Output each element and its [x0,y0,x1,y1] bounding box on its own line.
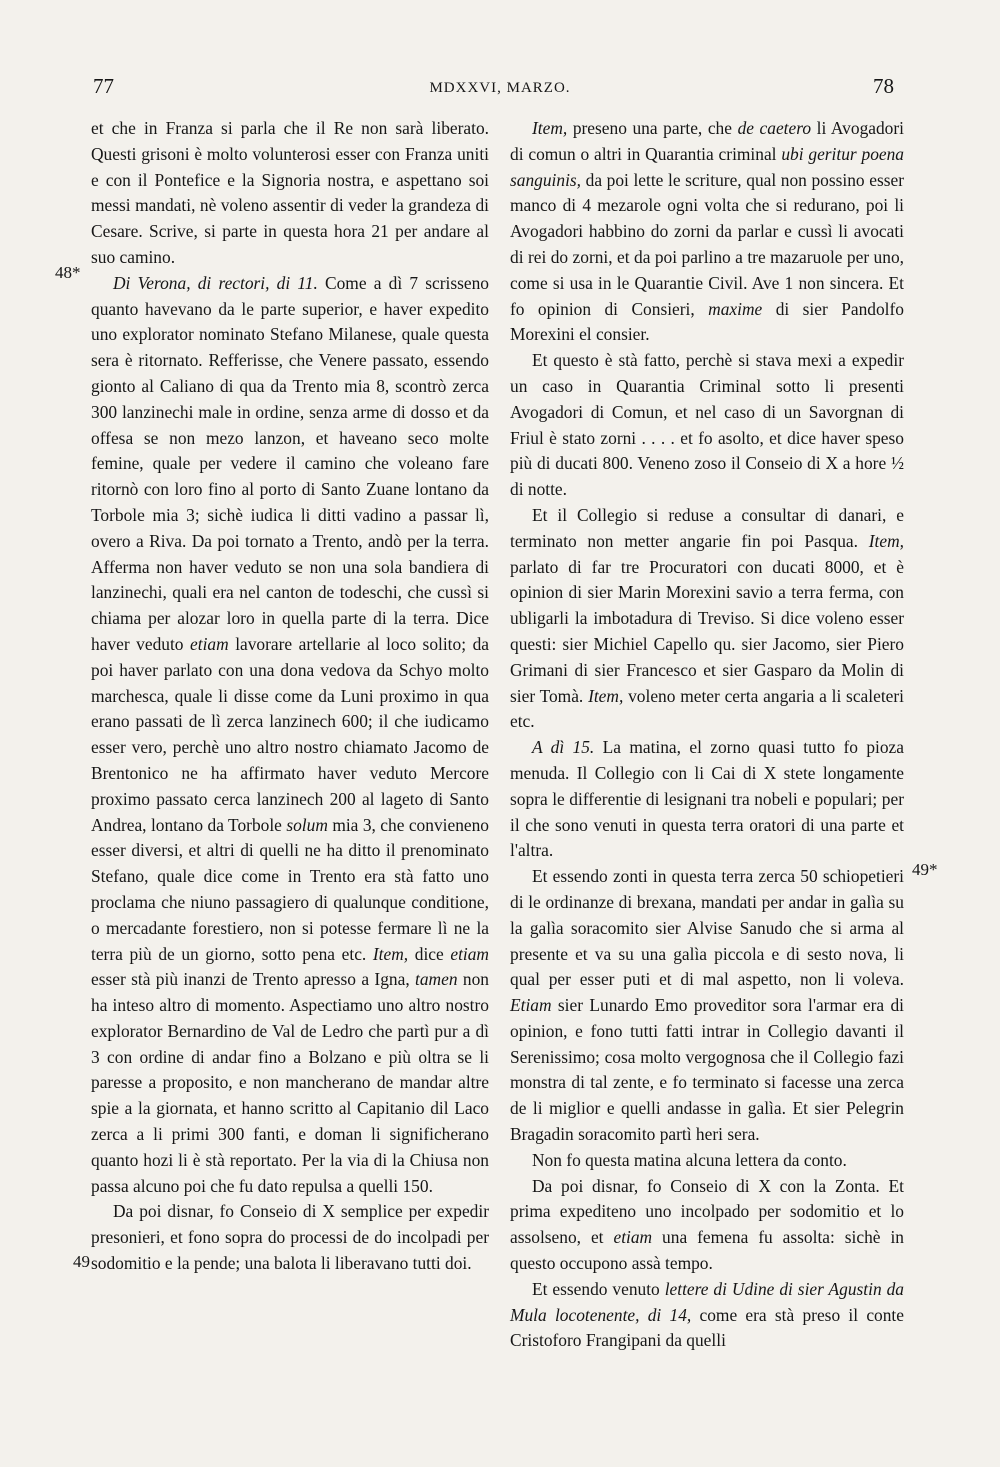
left-text-column [91,116,489,1277]
margin-note-49: 49 [73,1252,90,1271]
paragraph: Item, preseno una parte, che de caetero li Avogadori di comun o altri in Quarantia criminal ubi geritur poena sanguinis, da poi lette le scriture, qual non possino esser manco di 4 mezarole ogni volta che si redurano, poi li Avogadori habbino do zorni da parlar e cussì li avocati di rei do zorni, et da poi parlino a tre mazaruole per uno, come si usa in le Quarantie Civil. Ave 1 non sincera. Et fo opinion di Consieri, maxime di sier Pandolfo Morexini el consier. [510,118,905,345]
paragraph: Et essendo venuto lettere di Udine di sier Agustin da Mula locotenente, di 14, come era stà preso il conte Cristoforo Frangipani da quelli [510,1278,904,1351]
margin-note-48: 48* [55,263,81,282]
paragraph: Da poi disnar, fo Conseio di X con la Zonta. Et prima expediteno uno incolpado per sodomitio et lo assolseno, et etiam una femena fu assolta: sichè in questo occupono assà tempo. [510,1175,904,1274]
margin-note-49-star: 49* [912,860,938,879]
paragraph: Et essendo zonti in questa terra zerca 50 schiopetieri di le ordinanze di brexana, mandati per andar in galìa su la galìa soracomito sier Alvise Sanudo che si arma al presente et va su una galìa piccola e di sesto nova, li qual per esser puti et di mal aspetto, non li voleva. Etiam sier Lunardo Emo proveditor sora l'armar era di opinion, e fono tutti fatti intrar in Collegio davanti il Serenissimo; cosa molto vergognosa che il Collegio fazi monstra di tal zente, e fo terminato si facesse una zerca de li miglior e quelli andasse in galìa. Et sier Pelegrin Bragadin soracomito partì heri sera. [510,866,904,1145]
paragraph: Di Verona, di rectori, di 11. Come a dì 7 scrisseno quanto havevano da le parte superior, e haver expedito uno explorator nominato Stefano Milanese, quale questa sera è ritornato. Refferisse, che Venere passato, essendo gionto al Caliano di qua da Trento mia 8, scontrò zerca 300 lanzinechi male in ordine, senza arme di dosso et da offesa se non mezo lanzon, et haveano seco molte femine, quale per vedere il camino che voleano fare ritornò con loro fino al porto di Santo Zuane lontano da Torbole mia 3; sichè iudica li ditti vadino a passar lì, overo a Riva. Da poi tornato a Trento, andò per la terra. Afferma non haver veduto se non una sola bandiera di lanzinechi, quali era nel canton de todeschi, che cussì si chiama per alozar loro in quella parte di la terra. Dice haver veduto etiam lavorare artellarie al loco solito; da poi haver parlato con una dona vedova da Schyo molto marchesca, quale li disse come da Luni proximo in qua erano passati de lì zerca lanzinech 600; il che iudicamo esser vero, perchè uno altro nostro chiamato Jacomo de Brentonico ne ha affirmato haver veduto Mercore proximo passato cerca lanzinech 200 al lageto di Santo Andrea, lontano da Torbole solum mia 3, che convieneno esser diversi, et altri di quelli ne ha ditto il prenominato Stefano, quale dice come in Trento era stà fatto uno proclama che niuno passagiero di qualunque conditione, o mercadante forestiero, non si potesse fermare lì ne la terra più de un giorno, sotto pena etc. Item, dice etiam esser stà più inanzi de Trento apresso a Igna, tamen non ha inteso altro di momento. Aspectiamo uno altro nostro explorator Bernardino de Val de Ledro che partì pur a dì 3 con ordine di andar fino a Bolzano e più oltra se li paresse a proposito, e non mancherano de mandar altre spie a la giornata, et hanno scritto al Capitanio dil Laco zerca a li primi 300 fanti, e doman li significherano quanto hozi li è stà reportato. Per la via di la Chiusa non passa alcuno poi che fu dato repulsa a quelli 150. [91,272,489,1196]
page-number-left: 77 [93,74,114,98]
right-text-column [510,116,904,1354]
running-title: MDXXVI, MARZO. [429,80,571,96]
paragraph: Et questo è stà fatto, perchè si stava mexi a expedir un caso in Quarantia Criminal sotto li presenti Avogadori di Comun, et nel caso di un Savorgnan di Friul è stato zorni . . . . et fo asolto, et dice haver speso più di ducati 800. Veneno zoso il Conseio di X a hore ½ di notte. [510,350,904,500]
paragraph: Non fo questa matina alcuna lettera da conto. [532,1149,847,1170]
paragraph: Et il Collegio si reduse a consultar di danari, e terminato non metter angarie fin poi Pasqua. Item, parlato di far tre Procuratori con ducati 8000, et è opinion di sier Marin Morexini savio a terra ferma, con ubligarli la imbotadura di Treviso. Si dice voleno esser questi: sier Michiel Capello qu. sier Jacomo, sier Piero Grimani di sier Francesco et sier Gasparo da Molin di sier Tomà. Item, voleno meter certa angaria a li scaleteri etc. [510,504,904,732]
paragraph: et che in Franza si parla che il Re non sarà liberato. Questi grisoni è molto volunterosi esser con Franza uniti e con il Pontefice e la Signoria nostra, e aspettano soi messi mandati, nè voleno assentir di veder la grandeza di Cesare. Scrive, si parte in questa hora 21 per andare al suo camino. [91,118,489,267]
page-number-right: 78 [873,74,894,98]
paragraph: Da poi disnar, fo Conseio di X semplice per expedir presonieri, et fono sopra do processi de do incolpadi per sodomitio e la pende; una balota li liberavano tutti doi. [91,1201,489,1274]
paragraph: A dì 15. La matina, el zorno quasi tutto fo pioza menuda. Il Collegio con li Cai di X stete longamente sopra le differentie di lesignani tra nobeli e populari; per il che sono venuti in questa terra oratori di una parte et l'altra. [510,737,904,861]
